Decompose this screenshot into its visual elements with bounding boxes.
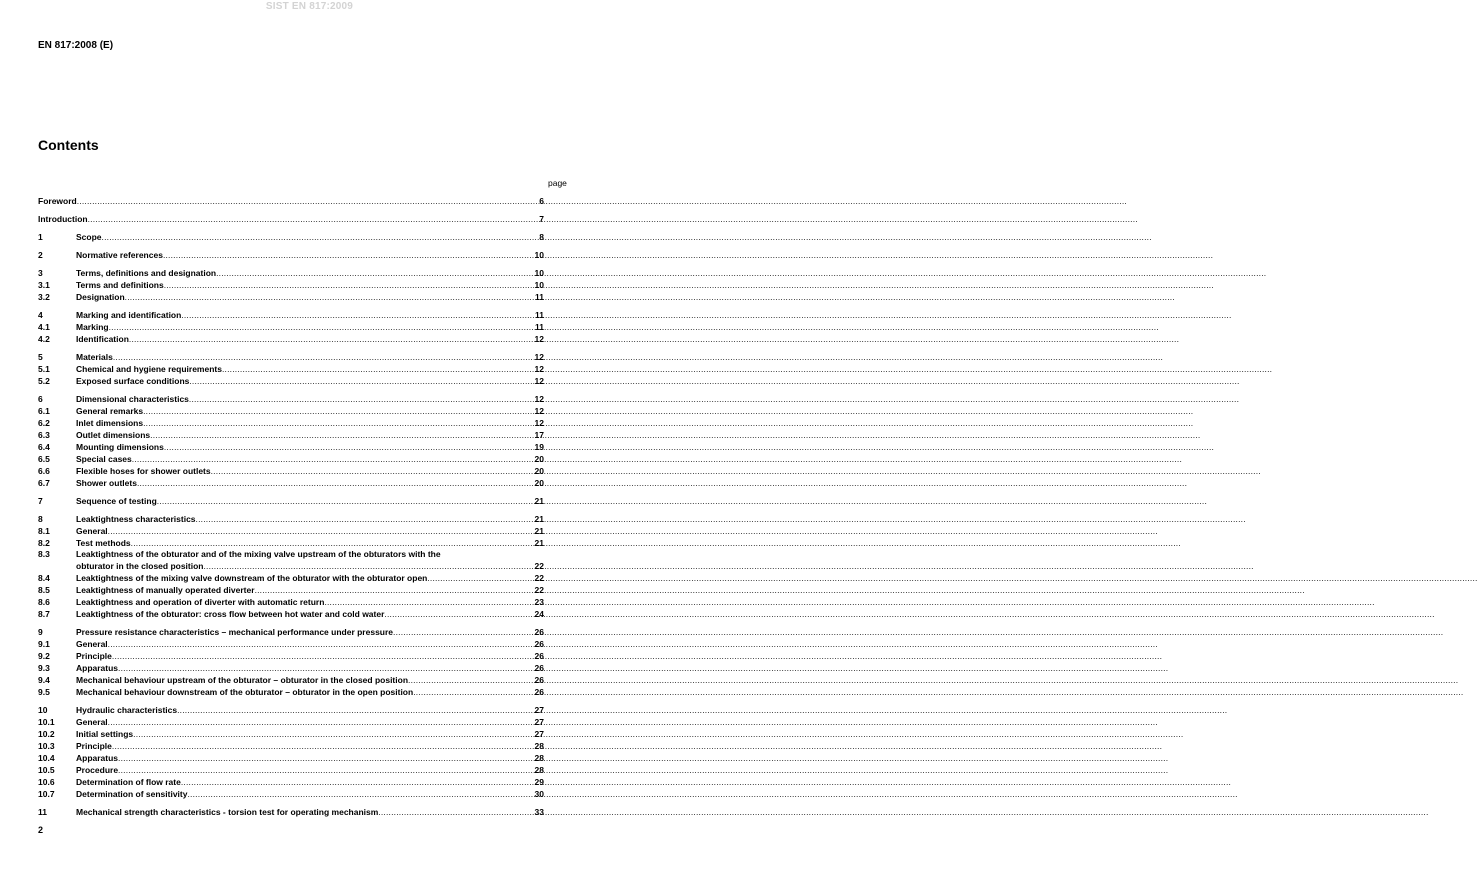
toc-entry-number: 10.7 xyxy=(38,789,55,799)
toc-leader-dots xyxy=(181,776,535,788)
toc-leader-dots xyxy=(211,465,535,477)
toc-entry-title: Principle xyxy=(76,741,112,751)
toc-entry[interactable] xyxy=(38,650,544,662)
toc-leader-dots xyxy=(324,596,534,608)
toc-leader-dots xyxy=(77,195,540,207)
toc-entry-page: 26 xyxy=(534,675,544,685)
toc-entry-number: 6.3 xyxy=(38,430,50,440)
toc-entry-page: 20 xyxy=(534,466,544,476)
toc-leader-dots xyxy=(164,279,535,291)
toc-entry-page: 29 xyxy=(534,777,544,787)
toc-entry-title: Inlet dimensions xyxy=(76,418,144,428)
toc-entry[interactable] xyxy=(38,716,544,728)
toc-entry-page: 21 xyxy=(534,538,544,548)
toc-entry-number: 8.7 xyxy=(38,609,50,619)
toc-leader-dots xyxy=(88,213,540,225)
footer-page-number: 2 xyxy=(38,825,44,835)
toc-entry[interactable] xyxy=(38,572,544,584)
toc-leader-dots xyxy=(187,788,534,800)
toc-leader-dots xyxy=(109,321,535,333)
toc-leader-dots xyxy=(189,393,535,405)
toc-entry-number: 8.6 xyxy=(38,597,50,607)
toc-entry-page: 26 xyxy=(534,651,544,661)
toc-entry[interactable] xyxy=(38,333,544,345)
toc-entry-page: 22 xyxy=(534,585,544,595)
toc-entry-title: Initial settings xyxy=(76,729,134,739)
toc-entry-page: 10 xyxy=(534,268,544,278)
toc-entry-page: 11 xyxy=(535,322,544,332)
toc-entry[interactable] xyxy=(38,429,544,441)
toc-entry-title: General xyxy=(76,717,108,727)
toc-entry[interactable] xyxy=(38,686,544,698)
toc-entry-number: 9.1 xyxy=(38,639,50,649)
toc-entry-number: 9 xyxy=(38,627,43,637)
toc-entry-page: 12 xyxy=(534,364,544,374)
toc-leader-dots xyxy=(222,363,535,375)
toc-leader-dots xyxy=(413,686,534,698)
toc-entry-number: 2 xyxy=(38,250,43,260)
toc-leader-dots xyxy=(393,626,535,638)
toc-entry-page: 12 xyxy=(534,352,544,362)
toc-entry[interactable] xyxy=(38,638,544,650)
toc-entry-number: 10 xyxy=(38,705,48,715)
toc-entry-title: Materials xyxy=(76,352,113,362)
document-id: EN 817:2008 (E) xyxy=(38,40,114,51)
toc-entry-number: 6.6 xyxy=(38,466,50,476)
toc-entry[interactable] xyxy=(38,417,544,429)
toc-entry[interactable] xyxy=(38,441,544,453)
toc-entry-number: 8 xyxy=(38,514,43,524)
toc-entry-page: 28 xyxy=(534,765,544,775)
toc-entry-title: Dimensional characteristics xyxy=(76,394,189,404)
toc-entry[interactable] xyxy=(38,740,544,752)
toc-entry-page: 10 xyxy=(534,280,544,290)
table-of-contents xyxy=(38,195,544,818)
toc-entry[interactable] xyxy=(38,393,544,405)
toc-entry[interactable] xyxy=(38,806,544,818)
toc-entry-number: 5 xyxy=(38,352,43,362)
toc-entry[interactable] xyxy=(38,195,544,207)
toc-entry-title: Outlet dimensions xyxy=(76,430,151,440)
toc-leader-dots xyxy=(164,441,535,453)
toc-entry-number: 4.1 xyxy=(38,322,50,332)
toc-leader-dots xyxy=(133,728,534,740)
toc-entry-number: 8.1 xyxy=(38,526,50,536)
toc-entry-title: Terms, definitions and designation xyxy=(76,268,217,278)
toc-entry-page: 20 xyxy=(534,478,544,488)
toc-entry-title: Chemical and hygiene requirements xyxy=(76,364,222,374)
toc-entry-title: Procedure xyxy=(76,765,119,775)
toc-entry-title: Special cases xyxy=(76,454,132,464)
toc-entry-title: Shower outlets xyxy=(76,478,137,488)
toc-leader-dots xyxy=(143,417,534,429)
toc-entry-page: 12 xyxy=(534,334,544,344)
toc-leader-dots xyxy=(163,249,535,261)
toc-entry-title: Leaktightness of the obturator and of the mixing valve upstream of the obturators with the xyxy=(76,549,441,559)
toc-entry-title: Test methods xyxy=(76,538,131,548)
toc-entry-page: 27 xyxy=(534,705,544,715)
toc-entry-page: 28 xyxy=(534,741,544,751)
toc-leader-dots xyxy=(384,608,534,620)
toc-entry-number: 8.5 xyxy=(38,585,50,595)
toc-entry[interactable] xyxy=(38,309,544,321)
toc-entry-page: 33 xyxy=(534,807,544,817)
toc-entry-page: 12 xyxy=(534,406,544,416)
toc-leader-dots xyxy=(113,351,535,363)
toc-entry[interactable] xyxy=(38,537,544,549)
toc-entry[interactable] xyxy=(38,662,544,674)
toc-leader-dots xyxy=(102,231,540,243)
toc-entry-title: Mechanical behaviour upstream of the obturator – obturator in the closed position xyxy=(76,675,409,685)
toc-entry-page: 21 xyxy=(534,526,544,536)
toc-entry-number: 9.5 xyxy=(38,687,50,697)
toc-leader-dots xyxy=(129,333,535,345)
page-title: Contents xyxy=(38,137,99,153)
toc-entry-title: obturator in the closed position xyxy=(76,561,204,571)
toc-entry-page: 12 xyxy=(534,418,544,428)
toc-entry[interactable] xyxy=(38,375,544,387)
toc-entry[interactable] xyxy=(38,525,544,537)
toc-entry-page: 12 xyxy=(534,394,544,404)
toc-entry[interactable] xyxy=(38,513,544,525)
toc-leader-dots xyxy=(189,375,534,387)
toc-entry-page: 30 xyxy=(534,789,544,799)
toc-entry-title: Marking and identification xyxy=(76,310,182,320)
toc-entry[interactable] xyxy=(38,728,544,740)
toc-entry-number: 1 xyxy=(38,232,43,242)
toc-entry-page: 20 xyxy=(534,454,544,464)
toc-entry[interactable] xyxy=(38,704,544,716)
toc-entry-page: 21 xyxy=(534,496,544,506)
toc-entry-title: Terms and definitions xyxy=(76,280,164,290)
toc-leader-dots xyxy=(196,513,535,525)
toc-entry-title: Mechanical behaviour downstream of the obturator – obturator in the open position xyxy=(76,687,414,697)
toc-entry[interactable] xyxy=(38,453,544,465)
watermark: SIST EN 817:2009 xyxy=(265,1,354,12)
toc-entry-title: General xyxy=(76,526,108,536)
toc-entry[interactable] xyxy=(38,626,544,638)
toc-leader-dots xyxy=(216,267,534,279)
toc-entry[interactable] xyxy=(38,674,544,686)
toc-entry[interactable] xyxy=(38,776,544,788)
toc-entry-number: 10.1 xyxy=(38,717,55,727)
toc-entry-number: 9.4 xyxy=(38,675,50,685)
toc-entry-page: 27 xyxy=(534,729,544,739)
toc-entry-number: 3.1 xyxy=(38,280,50,290)
toc-leader-dots xyxy=(137,477,535,489)
toc-entry-page: 10 xyxy=(534,250,544,260)
toc-entry[interactable] xyxy=(38,231,544,243)
toc-entry[interactable] xyxy=(38,764,544,776)
toc-entry-title: General xyxy=(76,639,108,649)
toc-entry[interactable] xyxy=(38,788,544,800)
toc-entry-title: Principle xyxy=(76,651,112,661)
toc-entry[interactable] xyxy=(38,351,544,363)
toc-entry-number: 11 xyxy=(38,807,47,817)
toc-entry-page: 21 xyxy=(534,514,544,524)
toc-entry-title: Determination of sensitivity xyxy=(76,789,188,799)
toc-entry-number: 6 xyxy=(38,394,43,404)
toc-entry-page: 26 xyxy=(534,663,544,673)
toc-entry-number: 4.2 xyxy=(38,334,50,344)
toc-entry-number: 6.1 xyxy=(38,406,50,416)
toc-entry-number: 6.2 xyxy=(38,418,50,428)
toc-leader-dots xyxy=(427,572,534,584)
toc-leader-dots xyxy=(408,674,535,686)
toc-leader-dots xyxy=(132,453,535,465)
toc-entry-page: 26 xyxy=(534,687,544,697)
toc-entry[interactable] xyxy=(38,321,544,333)
toc-entry-title: Designation xyxy=(76,292,125,302)
toc-entry-page: 22 xyxy=(534,561,544,571)
toc-entry[interactable] xyxy=(38,267,544,279)
toc-entry[interactable] xyxy=(38,752,544,764)
toc-leader-dots xyxy=(108,525,535,537)
toc-leader-dots xyxy=(118,662,534,674)
toc-entry-page: 11 xyxy=(535,292,544,302)
toc-leader-dots xyxy=(118,752,534,764)
toc-entry[interactable] xyxy=(38,549,544,560)
toc-entry-number: 10.5 xyxy=(38,765,55,775)
toc-leader-dots xyxy=(112,740,535,752)
toc-entry-number: 3 xyxy=(38,268,43,278)
toc-entry-number: 5.1 xyxy=(38,364,50,374)
toc-entry-page: 23 xyxy=(534,597,544,607)
toc-entry[interactable] xyxy=(38,363,544,375)
toc-entry-title: Hydraulic characteristics xyxy=(76,705,178,715)
toc-entry-number: 7 xyxy=(38,496,43,506)
toc-entry[interactable] xyxy=(38,596,544,608)
toc-entry-number: 6.5 xyxy=(38,454,50,464)
toc-entry-title: Leaktightness of manually operated diverter xyxy=(76,585,255,595)
toc-entry[interactable] xyxy=(38,249,544,261)
toc-leader-dots xyxy=(157,495,535,507)
toc-entry-page: 17 xyxy=(534,430,544,440)
toc-entry-title: Marking xyxy=(76,322,109,332)
toc-leader-dots xyxy=(181,309,535,321)
toc-entry-number: 3.2 xyxy=(38,292,50,302)
toc-entry-number: 8.2 xyxy=(38,538,50,548)
toc-entry[interactable] xyxy=(38,279,544,291)
toc-entry[interactable] xyxy=(38,291,544,303)
toc-entry-number: 10.6 xyxy=(38,777,55,787)
toc-entry-page: 26 xyxy=(534,639,544,649)
toc-entry-title: Scope xyxy=(76,232,102,242)
toc-entry-number: 5.2 xyxy=(38,376,50,386)
toc-entry-number: 9.3 xyxy=(38,663,50,673)
toc-entry-title: Pressure resistance characteristics – mechanical performance under pressure xyxy=(76,627,394,637)
toc-entry-number: 8.3 xyxy=(38,549,50,559)
toc-entry-number: 10.4 xyxy=(38,753,55,763)
toc-entry-title: General remarks xyxy=(76,406,144,416)
toc-entry-number: 6.4 xyxy=(38,442,50,452)
toc-entry-number: 10.3 xyxy=(38,741,55,751)
toc-entry-number: 10.2 xyxy=(38,729,55,739)
toc-entry-page: 24 xyxy=(534,609,544,619)
toc-entry-number: 8.4 xyxy=(38,573,50,583)
toc-entry-title: Leaktightness of the mixing valve downstream of the obturator with the obturator open xyxy=(76,573,428,583)
toc-entry-page: 12 xyxy=(534,376,544,386)
toc-entry-title: Apparatus xyxy=(76,663,119,673)
page-column-label: page xyxy=(548,178,567,188)
toc-entry-page: 22 xyxy=(534,573,544,583)
toc-entry[interactable] xyxy=(38,465,544,477)
toc-entry[interactable] xyxy=(38,560,544,572)
toc-leader-dots xyxy=(255,584,535,596)
toc-leader-dots xyxy=(177,704,534,716)
toc-entry-page: 19 xyxy=(534,442,544,452)
toc-leader-dots xyxy=(112,650,535,662)
toc-entry-page: 8 xyxy=(539,232,544,242)
toc-entry-title: Mechanical strength characteristics - torsion test for operating mechanism xyxy=(76,807,379,817)
toc-entry[interactable] xyxy=(38,477,544,489)
toc-leader-dots xyxy=(150,429,534,441)
toc-leader-dots xyxy=(131,537,535,549)
toc-entry-title: Foreword xyxy=(38,196,77,206)
toc-entry-page: 27 xyxy=(534,717,544,727)
toc-entry[interactable] xyxy=(38,495,544,507)
toc-entry-number: 6.7 xyxy=(38,478,50,488)
toc-entry-page: 28 xyxy=(534,753,544,763)
toc-leader-dots xyxy=(108,716,535,728)
toc-entry-title: Mounting dimensions xyxy=(76,442,164,452)
toc-entry-title: Determination of flow rate xyxy=(76,777,181,787)
toc-entry[interactable] xyxy=(38,213,544,225)
toc-entry[interactable] xyxy=(38,608,544,620)
toc-entry-title: Sequence of testing xyxy=(76,496,157,506)
toc-entry[interactable] xyxy=(38,584,544,596)
toc-entry-number: 4 xyxy=(38,310,43,320)
toc-entry-page: 11 xyxy=(535,310,544,320)
toc-leader-dots xyxy=(143,405,534,417)
toc-entry-title: Leaktightness and operation of diverter with automatic return xyxy=(76,597,325,607)
toc-entry-page: 6 xyxy=(539,196,544,206)
toc-entry-number: 9.2 xyxy=(38,651,50,661)
toc-leader-dots xyxy=(378,806,534,818)
toc-leader-dots xyxy=(125,291,535,303)
toc-entry[interactable] xyxy=(38,405,544,417)
toc-entry-title: Identification xyxy=(76,334,129,344)
toc-entry-page: 26 xyxy=(534,627,544,637)
toc-leader-dots xyxy=(108,638,535,650)
toc-entry-title: Exposed surface conditions xyxy=(76,376,190,386)
toc-entry-title: Normative references xyxy=(76,250,163,260)
toc-entry-title: Leaktightness of the obturator: cross flow between hot water and cold water xyxy=(76,609,385,619)
toc-entry-title: Leaktightness characteristics xyxy=(76,514,196,524)
toc-leader-dots xyxy=(204,560,535,572)
toc-entry-title: Flexible hoses for shower outlets xyxy=(76,466,211,476)
toc-leader-dots xyxy=(118,764,534,776)
toc-entry-title: Introduction xyxy=(38,214,88,224)
toc-entry-title: Apparatus xyxy=(76,753,119,763)
toc-entry-page: 7 xyxy=(539,214,544,224)
